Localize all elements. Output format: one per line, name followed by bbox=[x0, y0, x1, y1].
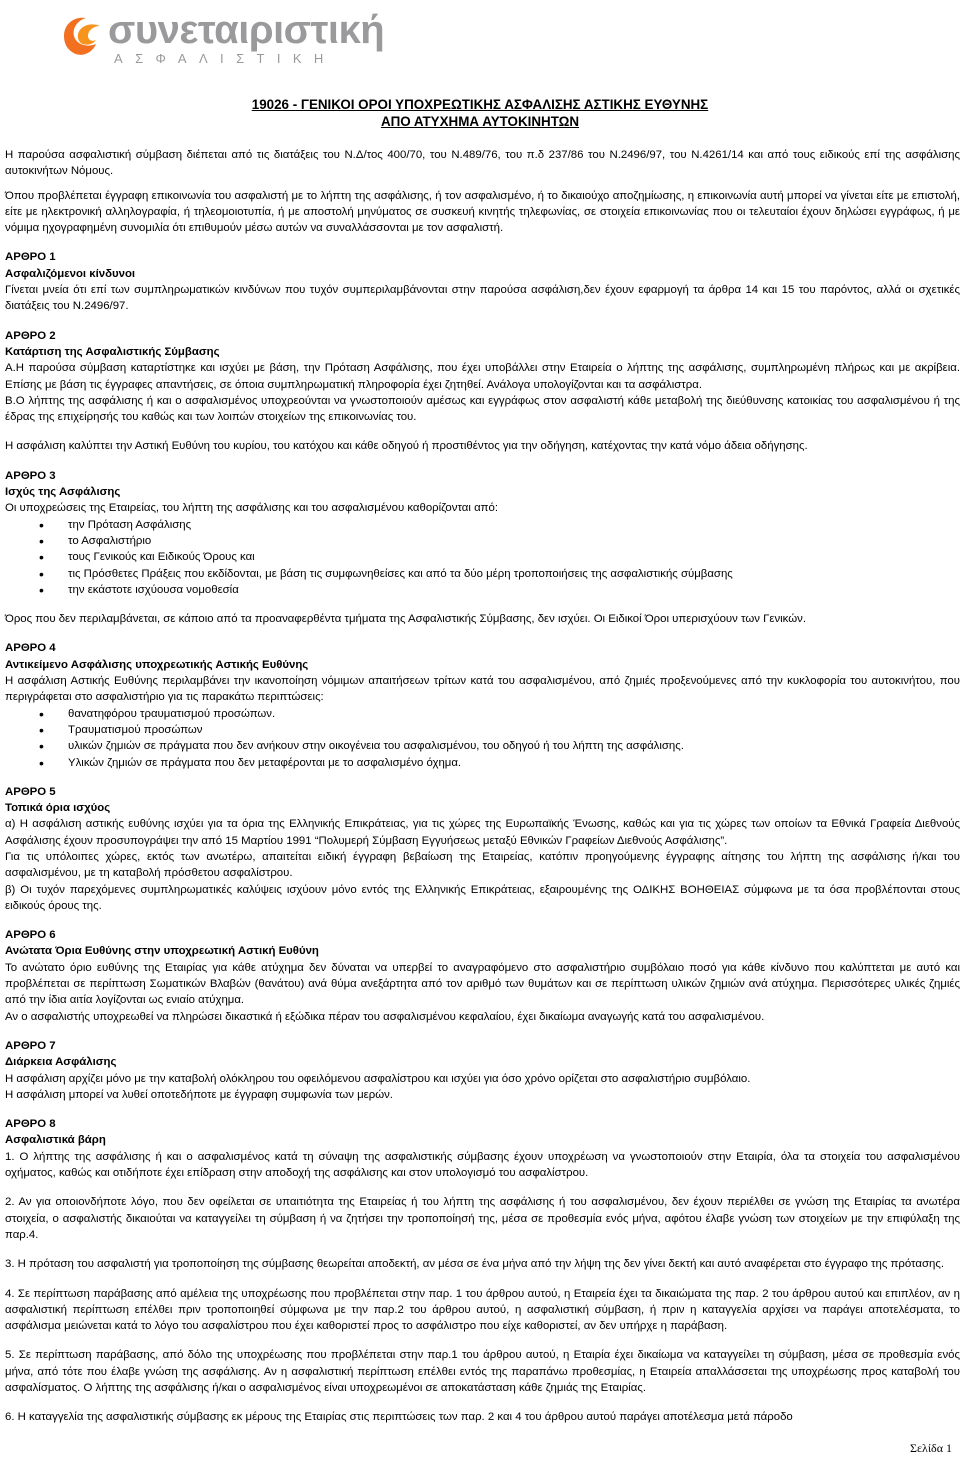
intro-paragraph: Η παρούσα ασφαλιστική σύμβαση διέπεται από τις διατάξεις του Ν.Δ/τος 400/70, του Ν.489/76, του π.δ 237/86 του Ν.2496/97, του Ν.4261/14 και από τους ειδικούς επί της ασφάλισης αυτοκινήτων Νόμους. bbox=[5, 149, 960, 178]
article-5-text-c: β) Οι τυχόν παρεχόμενες συμπληρωματικές καλύψεις ισχύουν μόνο εντός της Ελληνικής Επικράτειας, εξαιρουμένης της ΟΔΙΚΗΣ ΒΟΗΘΕΙΑΣ σύμφωνα με τα όσα προβλέπονται στους ειδικούς όρους της. bbox=[5, 883, 960, 912]
communication-paragraph: Όπου προβλέπεται έγγραφη επικοινωνία του ασφαλιστή με το λήπτη της ασφάλισης, ή τον ασφαλισμένο, ή το δικαιούχο αποζημίωσης, η επικοινωνία αυτή μπορεί να γίνεται είτε με επιστολή, είτε με ηλεκτρονική αλληλογραφία, ή τηλεομοιοτυπία, ή με αποστολή μηνύματος σε συσκευή κινητής τηλεφωνίας, σε στοιχεία επικοινωνίας που οι τελευταίοι έχουν δηλώσει εγγράφως, ή με νόμιμα ηχογραφημένη συνομιλία ότι επιθυμούν μέσω αυτών να συναλλάσσονται με τον ασφαλιστή. bbox=[5, 189, 960, 235]
list-item: • τις Πρόσθετες Πράξεις που εκδίδονται, με βάση τις συμφωνηθείσες και από τα δύο μέρη τροποποιήσεις της ασφαλιστικής σύμβασης bbox=[68, 566, 960, 582]
article-8-heading: ΑΡΘΡΟ 8 bbox=[5, 1118, 56, 1131]
article-8-paragraph-5: 5. Σε περίπτωση παράβασης, από δόλο της υποχρέωσης που προβλέπεται στην παρ.1 του άρθρου αυτού, η Εταιρία έχει δικαίωμα να καταγγείλει τη σύμβαση, μέσα σε προθεσμία ενός μήνα, από τότε που έλαβε γνώση της ασφάλισης. Αν η ασφαλιστική περίπτωση επέλθει εντός της παραπάνω προθεσμίας, η Εταιρεία απαλλάσσεται της υποχρέωσης προς καταβολή του ασφαλίσματος. Ο λήπτης της ασφάλισης ή/και ο ασφαλισμένος είναι υποχρεωμένοι σε αποκατάσταση κάθε ζημιάς της Εταιρίας. bbox=[5, 1349, 960, 1394]
list-item: • Υλικών ζημιών σε πράγματα που δεν μεταφέρονται με το ασφαλισμένο όχημα. bbox=[68, 755, 960, 771]
list-item: • την Πρόταση Ασφάλισης bbox=[68, 517, 960, 533]
article-4-heading: ΑΡΘΡΟ 4 bbox=[5, 642, 56, 655]
article-1-text: Γίνεται μνεία ότι επί των συμπληρωματικών κινδύνων που τυχόν συμπεριλαμβάνονται στην παρούσα ασφάλιση,δεν έχουν εφαρμογή τα άρθρα 14 και 15 του παρόντος, αλλά οι σχετικές διατάξεις του Ν.2496/97. bbox=[5, 284, 960, 313]
title-line-1: 19026 - ΓΕΝΙΚΟΙ ΟΡΟΙ ΥΠΟΧΡΕΩΤΙΚΗΣ ΑΣΦΑΛΙΣΗΣ ΑΣΤΙΚΗΣ ΕΥΘΥΝΗΣ bbox=[251, 97, 709, 112]
article-3-heading: ΑΡΘΡΟ 3 bbox=[5, 469, 56, 482]
logo-subtitle: ΑΣΦΑΛΙΣΤΙΚΗ bbox=[114, 51, 336, 66]
list-item: • το Ασφαλιστήριο bbox=[68, 533, 960, 549]
article-3-text-b: Όρος που δεν περιλαμβάνεται, σε κάποιο από τα προαναφερθέντα τμήματα της Ασφαλιστικής Σύμβασης, δεν ισχύει. Οι Ειδικοί Όροι υπερισχύουν των Γενικών. bbox=[5, 613, 806, 626]
article-2-text-c: Η ασφάλιση καλύπτει την Αστική Ευθύνη του κυρίου, του κατόχου και κάθε οδηγού ή προστιθέντος για την οδήγηση, κατέχοντας την κατά νόμο άδεια οδήγησης. bbox=[5, 440, 808, 453]
title-line-2: ΑΠΟ ΑΤΥΧΗΜΑ ΑΥΤΟΚΙΝΗΤΩΝ bbox=[380, 114, 580, 129]
document-title bbox=[0, 96, 960, 130]
article-2-text-b: Β.Ο λήπτης της ασφάλισης ή και ο ασφαλισμένος υποχρεούνται να γνωστοποιούν αμέσως και εγγράφως στον ασφαλιστή κάθε μεταβολή της διεύθυνσης κατοικίας του ασφαλισμένου ή της έδρας της επιχείρησής του καθώς και των λοιπών στοιχείων της επικοινωνίας του. bbox=[5, 394, 960, 424]
article-8-paragraph-1: 1. Ο λήπτης της ασφάλισης ή και ο ασφαλισμένος κατά τη σύναψη της ασφαλιστικής σύμβασης έχουν υποχρέωση να γνωστοποιούν στην Εταιρία, όλα τα στοιχεία του ασφαλισμένου οχήματος, καθώς και οτιδήποτε έχει επίδραση στην αποδοχή της ασφάλισης και στον υπολογισμό του ασφαλίστρου. bbox=[5, 1150, 960, 1180]
list-item: • υλικών ζημιών σε πράγματα που δεν ανήκουν στην οικογένεια του ασφαλισμένου, του οδηγού ή του λήπτη της ασφάλισης. bbox=[68, 738, 960, 754]
article-8-paragraph-4: 4. Σε περίπτωση παράβασης από αμέλεια της υποχρέωσης που προβλέπεται στην παρ. 1 του άρθρου αυτού, η Εταιρεία έχει τα δικαιώματα της παρ. 2 του άρθρου αυτού και επιπλέον, αν η ασφαλιστική περίπτωση επέλθει πριν τροποποιηθεί σύμφωνα με την παρ.2 του άρθρου αυτού, η ασφαλιστική σύμβαση, ή πριν η καταγγελία αρχίσει να παράγει αποτελέσματα, το ασφάλισμα μειώνεται κατά το λόγο του ασφαλίστρου που έχει καθοριστεί προς το ασφάλιστρο που είχε καθοριστεί, αν δεν υπήρχε η παράβαση. bbox=[5, 1287, 960, 1333]
article-7-text-b: Η ασφάλιση μπορεί να λυθεί οποτεδήποτε με έγγραφη συμφωνία των μερών. bbox=[5, 1088, 393, 1101]
article-2-title: Κατάρτιση της Ασφαλιστικής Σύμβασης bbox=[5, 345, 220, 358]
article-3-list bbox=[5, 517, 960, 598]
article-3-title: Ισχύς της Ασφάλισης bbox=[5, 486, 121, 499]
article-5-heading: ΑΡΘΡΟ 5 bbox=[5, 785, 56, 798]
list-item: • Τραυματισμού προσώπων bbox=[68, 722, 960, 738]
list-item: • την εκάστοτε ισχύουσα νομοθεσία bbox=[68, 582, 960, 598]
article-3-text: Οι υποχρεώσεις της Εταιρείας, του λήπτη της ασφάλισης και του ασφαλισμένου καθορίζονται από: bbox=[5, 502, 499, 515]
company-logo bbox=[58, 8, 385, 72]
article-8-title: Ασφαλιστικά βάρη bbox=[5, 1134, 106, 1147]
article-7-text-a: Η ασφάλιση αρχίζει μόνο με την καταβολή ολόκληρου του οφειλόμενου ασφαλίστρου και ισχύει για όσο χρόνο ορίζεται στο ασφαλιστήριο συμβόλαιο. bbox=[5, 1072, 751, 1085]
page-number: Σελίδα 1 bbox=[909, 1441, 952, 1455]
article-8-paragraph-6: 6. Η καταγγελία της ασφαλιστικής σύμβασης εκ μέρους της Εταιρίας στις περιπτώσεις των παρ. 2 και 4 του άρθρου αυτού παράγει αποτέλεσμα μετά πάροδο bbox=[5, 1411, 793, 1424]
article-7-heading: ΑΡΘΡΟ 7 bbox=[5, 1039, 56, 1052]
article-5-text-a: α) Η ασφάλιση αστικής ευθύνης ισχύει για τα όρια της Ελληνικής Επικράτειας, για τις χώρες της Ευρωπαϊκής Ένωσης, καθώς και για τις χώρες των οποίων τα Εθνικά Γραφεία Διεθνούς Ασφάλισης έχουν προσυπογράψει την από 15 Μαρτίου 1991 “Πολυμερή Σύμβαση Εγγυήσεως μεταξύ Εθνικών Γραφείων Διεθνούς Ασφάλισης”. bbox=[5, 818, 960, 847]
article-6-title: Ανώτατα Όρια Ευθύνης στην υποχρεωτική Αστική Ευθύνη bbox=[5, 945, 319, 958]
article-6-heading: ΑΡΘΡΟ 6 bbox=[5, 929, 56, 942]
article-5-title: Τοπικά όρια ισχύος bbox=[5, 802, 111, 815]
article-6-text-b: Αν ο ασφαλιστής υποχρεωθεί να πληρώσει δικαστικά ή εξώδικα πέραν του ασφαλισμένου κεφαλαίου, έχει δικαίωμα αναγωγής κατά του ασφαλισμένου. bbox=[5, 1010, 765, 1023]
logo-wordmark: συνεταιριστική bbox=[108, 8, 385, 52]
article-6-text-a: Το ανώτατο όριο ευθύνης της Εταιρίας για κάθε ατύχημα δεν δύναται να υπερβεί το αναγραφόμενο στο ασφαλιστήριο συμβόλαιο ποσό για κάθε κίνδυνο που καλύπτεται με αυτό και προβλέπεται σε περίπτωση Σωματικών Βλαβών (θανάτου) ανά θύμα ανεξάρτητα από τον αριθμό των θυμάτων και σε περίπτωση υλικών ζημιών ανά ατύχημα. Περισσότερες υλικές ζημιές από την ίδια αιτία λογίζονται ως ενιαίο ατύχημα. bbox=[5, 961, 960, 1007]
article-8-paragraph-3: 3. Η πρόταση του ασφαλιστή για τροποποίηση της σύμβασης θεωρείται αποδεκτή, αν μέσα σε ένα μήνα από την λήψη της δεν γίνει δεκτή και αυτό αναφέρεται στο έγγραφο της πρότασης. bbox=[5, 1258, 944, 1271]
article-7-title: Διάρκεια Ασφάλισης bbox=[5, 1056, 117, 1069]
article-2-text-a: Α.Η παρούσα σύμβαση καταρτίστηκε και ισχύει με βάση, την Πρόταση Ασφάλισης, που έχει υποβάλλει στην Εταιρεία ο λήπτης της ασφάλισης, συμπληρωμένη πλήρως και με ακρίβεια. Επίσης με βάση τις έγγραφες απαντήσεις, σε όποια συμπληρωματική πληροφορία έχει ζητηθεί. Ανάλογα υπολογίζονται και τα ασφάλιστρα. bbox=[5, 362, 960, 391]
article-1-heading: ΑΡΘΡΟ 1 bbox=[5, 251, 56, 264]
list-item: • τους Γενικούς και Ειδικούς Όρους και bbox=[68, 549, 960, 565]
article-8-paragraph-2: 2. Αν για οποιονδήποτε λόγο, που δεν οφείλεται σε υπαιτιότητα της Εταιρείας ή του λήπτη της ασφάλισης ή του ασφαλισμένου, δεν έχουν περιέλθει σε γνώση της Εταιρίας τα ανωτέρα στοιχεία, ο ασφαλιστής δικαιούται να καταγγείλει τη σύμβαση ή να ζητήσει την τροποποίησή της, μέσα σε προθεσμία ενός μήνα, αφότου έλαβε γνώση των στοιχείων με την επιφύλαξη της παρ.4. bbox=[5, 1196, 960, 1241]
article-4-text: Η ασφάλιση Αστικής Ευθύνης περιλαμβάνει την ικανοποίηση νόμιμων απαιτήσεων τρίτων κατά του ασφαλισμένου, από ζημιές προξενούμενες από την κυκλοφορία του αυτοκινήτου, που περιγράφεται στο ασφαλιστήριο για τις παρακάτω περιπτώσεις: bbox=[5, 675, 960, 704]
article-5-text-b: Για τις υπόλοιπες χώρες, εκτός των ανωτέρω, απαιτείται ειδική έγγραφη βεβαίωση της Εταιρείας, κατόπιν προηγούμενης έγγραφης αίτησης του λήπτη της ασφάλισης ή/και του ασφαλισμένου, με τη καταβολή πρόσθετου ασφαλίστρου. bbox=[5, 850, 960, 880]
article-4-list bbox=[5, 706, 960, 771]
article-4-title: Αντικείμενο Ασφάλισης υποχρεωτικής Αστικής Ευθύνης bbox=[5, 658, 309, 671]
document-body bbox=[5, 147, 960, 1426]
logo-mark-icon bbox=[58, 12, 106, 60]
article-1-title: Ασφαλιζόμενοι κίνδυνοι bbox=[5, 267, 136, 280]
article-2-heading: ΑΡΘΡΟ 2 bbox=[5, 329, 56, 342]
list-item: • θανατηφόρου τραυματισμού προσώπων. bbox=[68, 706, 960, 722]
